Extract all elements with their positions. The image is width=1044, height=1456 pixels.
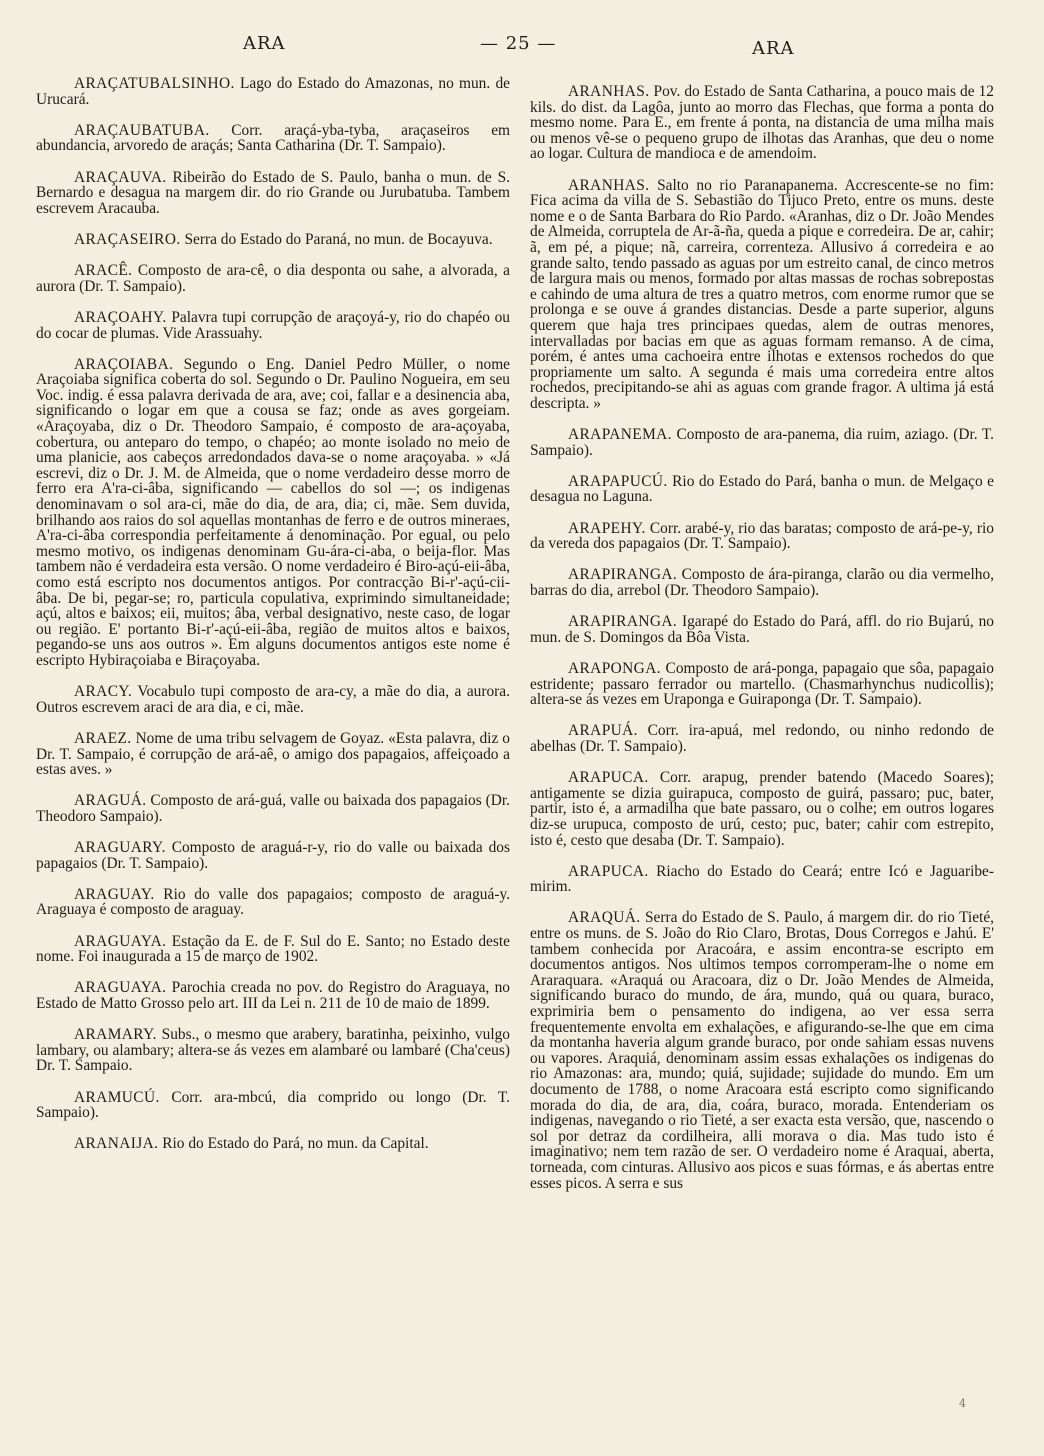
dictionary-entry: [530, 474, 994, 505]
entry-text: Corr. ira-apuá, mel redondo, ou ninho redondo de abelhas (Dr. T. Sampaio).: [530, 722, 994, 755]
entry-text: Palavra tupi corrupção de araçoyá-y, rio do chapéo ou do cocar de plumas. Vide Arassuahy.: [36, 308, 510, 342]
dictionary-entry: [36, 170, 510, 217]
entry-headword: ARACY.: [74, 683, 133, 701]
running-head-right: ARA: [752, 38, 795, 59]
entry-headword: ARAPANEMA.: [568, 426, 672, 444]
entry-headword: ARAPIRANGA.: [568, 566, 678, 584]
entry-headword: ARAÇAUBATUBA.: [74, 121, 210, 139]
entry-headword: ARAGUAY.: [74, 885, 155, 903]
entry-headword: ARAPUCA.: [568, 862, 649, 880]
entry-text: Corr. araçá-yba-tyba, araçaseiros em abundancia, arvoredo de araçás; Santa Catharina (Dr. T. Sampaio).: [36, 121, 510, 155]
entry-headword: ARAÇAUVA.: [74, 168, 167, 186]
dictionary-entry: [36, 232, 510, 248]
dictionary-entry: [530, 567, 994, 598]
entry-text: Corr. arabé-y, rio das baratas; composto de ará-pe-y, rio da vereda dos papagaios (Dr. T. Sampaio).: [530, 519, 994, 553]
dictionary-entry: [36, 76, 510, 107]
dictionary-entry: [530, 521, 994, 552]
dictionary-entry: [530, 178, 994, 412]
dictionary-entry: [36, 731, 510, 778]
entry-headword: ARAGUARY.: [74, 839, 166, 857]
entry-headword: ARAPONGA.: [568, 659, 661, 677]
entry-headword: ARAMARY.: [74, 1026, 157, 1044]
page-number: — 25 —: [480, 33, 557, 54]
entry-headword: ARAQUÁ.: [568, 909, 641, 927]
entry-headword: ARAGUAYA.: [74, 932, 167, 950]
entry-text: Composto de ará-ponga, papagaio que sôa, papagaio estridente; passaro ferrador ou martello. (Chasmarhynchus nudicollis); altera-se ás vezes em Uraponga e Guiraponga (Dr. T. Sampaio).: [530, 659, 994, 709]
entry-text: Rio do Estado do Pará, banha o mun. de Melgaço e desagua no Laguna.: [530, 472, 994, 506]
entry-text: Subs., o mesmo que arabery, baratinha, peixinho, vulgo lambary, ou alambary; altera-se ás vezes em alambaré ou lambaré (Cha'ceus) Dr. T. Sampaio.: [36, 1026, 510, 1075]
entry-text: Pov. do Estado de Santa Catharina, a pouco mais de 12 kils. do dist. da Lagôa, junto ao morro das Flechas, que forma a ponta do mesmo nome. Para E., em frente á ponta, na distancia de uma milha mais ou menos vê-se o pequeno grupo de ilhotas das Aranhas, que deu o nome ao logar. Cultura de mandioca e de amendoim.: [530, 83, 994, 163]
entry-headword: ARAMUCÚ.: [74, 1088, 160, 1106]
entry-headword: ARAPEHY.: [568, 519, 646, 537]
entry-text: Rio do Estado do Pará, no mun. da Capital.: [158, 1135, 429, 1153]
dictionary-entry: [36, 887, 510, 918]
entry-text: Corr. ara-mbcú, dia comprido ou longo (Dr. T. Sampaio).: [36, 1088, 510, 1122]
entry-headword: ARANHAS.: [568, 176, 650, 194]
dictionary-entry: [530, 864, 994, 895]
entry-text: Nome de uma tribu selvagem de Goyaz. «Esta palavra, diz o Dr. T. Sampaio, é corrupção de ará-aê, o amigo dos papagaios, affeiçoado a estas aves. »: [36, 729, 510, 779]
dictionary-entry: [36, 310, 510, 341]
dictionary-entry: [36, 123, 510, 154]
entry-text: Corr. arapug, prender batendo (Macedo Soares); antigamente se dizia guirapuca, composto de guirá, passaro; puc, bater, partir, isto é, a armadilha que bate passaro, ou o colhe; em outros logares diz-se urupuca, composto de urú, cesto; puc, bater; cahir com estrepito, isto é, cesto que desaba (Dr. T. Sampaio).: [530, 769, 994, 849]
entry-text: Segundo o Eng. Daniel Pedro Müller, o nome Araçoiaba significa coberta do sol. Segundo o Dr. Paulino Nogueira, em seu Voc. indig. é essa palavra derivada de ara, ave; coi, fallar e a desinencia aba, significando o logar em que a cousa se faz; onde as aves gorgeiam. «Araçoyaba, diz o Dr. Theodoro Sampaio, é composto de ara-açoyaba, cobertura, ou anteparo do tempo, o chapéo; ao monte isolado no meio de uma planicie, aos cabeços arredondados dava-se o nome araçoyaba. » «Já escrevi, diz o Dr. J. M. de Almeida, que o nome verdadeiro desse morro de ferro era A'ra-ci-âba, significando — cabellos do sol —; os indigenas denominavam o sol ara-ci, mãe do dia, de ara, dia; ci, mãe. Sem duvida, brilhando aos raios do sol aquellas montanhas de ferro e de outros mineraes, A'ra-ci-âba correspondia perfeitamente á denominação. Por egual, ou pelo mesmo motivo, os indigenas denominam Gu-ára-ci-aba, o beija-flor. Mas tambem não é verdadeira esta versão. O nome verdadeiro é Biro-açú-eii-âba, como está escripto nos documentos antigos. Por contracção Bi-r'-açú-cii-âba. De bi, pegar-se; ro, particula copulativa, exprimindo simultaneidade; açú, altos e baixos; eii, muitos; âba, verbal designativo, neste caso, de logar ou região. E' portanto Bi-r'-açú-eii-âba, região de muitos altos e baixos, pegando-se uns aos outros ». Em alguns documentos antigos este nome é escripto Hybiraçoiaba e Biraçoyaba.: [36, 355, 510, 669]
entry-headword: ARAPIRANGA.: [568, 613, 678, 631]
entry-headword: ARAÇASEIRO.: [74, 230, 181, 248]
left-column: [36, 76, 510, 1168]
dictionary-entry: [530, 614, 994, 645]
entry-text: Estação da E. de F. Sul do E. Santo; no Estado deste nome. Foi inaugurada a 15 de março de 1902.: [36, 932, 510, 966]
entry-headword: ARAÇOIABA.: [74, 355, 174, 373]
dictionary-entry: [36, 934, 510, 965]
dictionary-entry: [36, 357, 510, 669]
dictionary-entry: [36, 684, 510, 715]
entry-text: Serra do Estado de S. Paulo, á margem dir. do rio Tieté, entre os muns. de S. João do Rio Claro, Brotas, Dous Corregos e Jahú. E' tambem conhecida por Aracoára, e assim encontra-se escripto em documentos antigos. Nos ultimos tempos corromperam-lhe o nome em Araraquara. «Araquá ou Aracoara, diz o Dr. João Mendes de Almeida, significando buraco do mundo, de ára, mundo, quá ou quara, buraco, exprimiria bem o pensamento do indigena, ao ver essa serra frequentemente envolta em exhalações, e afigurando-se-lhe que em cima da montanha haveria algum grande buraco, por onde sahiam essas nuvens ou vapores. Araquiá, denominam assim essas exhalações os indigenas do rio Amazonas: ara, mundo; quiá, sujidade; sujidade do mundo. Em um documento de 1788, o nome Aracoara está escripto como significando morada do dia, de ara, dia, coára, buraco, morada. Entenderiam os indigenas, navegando o rio Tieté, a ser exacta esta versão, que, nascendo o sol por detraz da cordilheira, alli morava o dia. Mas tudo isto é imaginativo; nem tem razão de ser. O verdadeiro nome é Araquai, aberta, torneada, com cinturas. Allusivo aos picos e suas fórmas, e ás abertas entre esses picos. A serra e sus: [530, 909, 994, 1192]
dictionary-entry: [530, 427, 994, 458]
entry-text: Ribeirão do Estado de S. Paulo, banha o mun. de S. Bernardo e desagua na margem dir. do rio Grande ou Jurubatuba. Tambem escrevem Aracauba.: [36, 168, 510, 217]
entry-headword: ARAPUCA.: [568, 769, 649, 787]
entry-text: Serra do Estado do Paraná, no mun. de Bocayuva.: [180, 230, 493, 248]
entry-text: Composto de ára-piranga, clarão ou dia vermelho, barras do dia, arrebol (Dr. Theodoro Sampaio).: [530, 566, 994, 599]
running-head-left: ARA: [243, 33, 286, 54]
entry-text: Riacho do Estado do Ceará; entre Icó e Jaguaribe-mirim.: [530, 862, 994, 896]
entry-text: Parochia creada no pov. do Registro do Araguaya, no Estado de Matto Grosso pelo art. III da Lei n. 211 de 10 de maio de 1899.: [36, 979, 510, 1013]
right-column: [530, 76, 994, 1207]
entry-text: Igarapé do Estado do Pará, affl. do rio Bujarú, no mun. de S. Domingos da Bôa Vista.: [530, 613, 994, 646]
dictionary-entry: [36, 263, 510, 294]
entry-headword: ARAEZ.: [74, 729, 132, 747]
entry-headword: ARAGUAYA.: [74, 979, 167, 997]
entry-text: Lago do Estado do Amazonas, no mun. de Urucará.: [36, 75, 510, 108]
entry-text: Composto de araguá-r-y, rio do valle ou baixada dos papagaios (Dr. T. Sampaio).: [36, 839, 510, 872]
dictionary-entry: [530, 84, 994, 162]
signature-mark: 4: [959, 1397, 966, 1410]
dictionary-entry: [36, 980, 510, 1011]
entry-text: Salto no rio Paranapanema. Accrescente-se no fim: Fica acima da villa de S. Sebastião do Tijuco Preto, entre os muns. deste nome e o de Santa Barbara do Rio Pardo. «Aranhas, diz o Dr. João Mendes de Almeida, corruptela de Ar-ã-ña, queda a pique e corredeira. De ar, cahir; ã, em pé, a pique; nã, carreira, correnteza. Allusivo á corredeira e ao grande salto, tendo passado as aguas por um estreito canal, de cinco metros de largura mais ou menos, formado por altas massas de rochas sobrepostas e cahindo de uma altura de tres a quatro metros, com enorme rumor que se prolonga e se ouve á grandes distancias. Desde a parte superior, alguns querem que haja tres principaes quedas, alem de outras menores, intervalladas por bacias em que as aguas formam remanso. A de cima, porém, é antes uma cachoeira entre ilhotas e extensos rochedos do que propriamente um salto. A segunda é mais uma corredeira entre altos rochedos, precipitando-se ahi as aguas com grande fragor. A ultima já está descripta. »: [530, 176, 994, 412]
dictionary-entry: [36, 1027, 510, 1074]
entry-headword: ARACÊ.: [74, 262, 133, 280]
entry-text: Composto de ará-guá, valle ou baixada dos papagaios (Dr. Theodoro Sampaio).: [36, 792, 510, 825]
dictionary-entry: [36, 840, 510, 871]
dictionary-entry: [36, 1090, 510, 1121]
entry-text: Vocabulo tupi composto de ara-cy, a mãe do dia, a aurora. Outros escrevem araci de ara dia, e ci, mãe.: [36, 683, 510, 716]
dictionary-entry: [36, 1136, 510, 1152]
entry-text: Composto de ara-panema, dia ruim, aziago. (Dr. T. Sampaio).: [530, 426, 994, 459]
entry-headword: ARAÇOAHY.: [74, 308, 167, 326]
dictionary-entry: [530, 910, 994, 1191]
entry-headword: ARAPUÁ.: [568, 722, 638, 740]
entry-headword: ARANAIJA.: [74, 1135, 159, 1153]
entry-headword: ARAGUÁ.: [74, 792, 147, 810]
entry-headword: ARAÇATUBALSINHO.: [74, 75, 235, 92]
entry-headword: ARANHAS.: [568, 83, 650, 100]
dictionary-entry: [530, 770, 994, 848]
dictionary-entry: [530, 661, 994, 708]
entry-text: Rio do valle dos papagaios; composto de araguá-y. Araguaya é composto de araguay.: [36, 885, 510, 919]
entry-text: Composto de ara-cê, o dia desponta ou sahe, a alvorada, a aurora (Dr. T. Sampaio).: [36, 262, 510, 295]
entry-headword: ARAPAPUCÚ.: [568, 472, 668, 490]
dictionary-entry: [530, 723, 994, 754]
dictionary-entry: [36, 793, 510, 824]
